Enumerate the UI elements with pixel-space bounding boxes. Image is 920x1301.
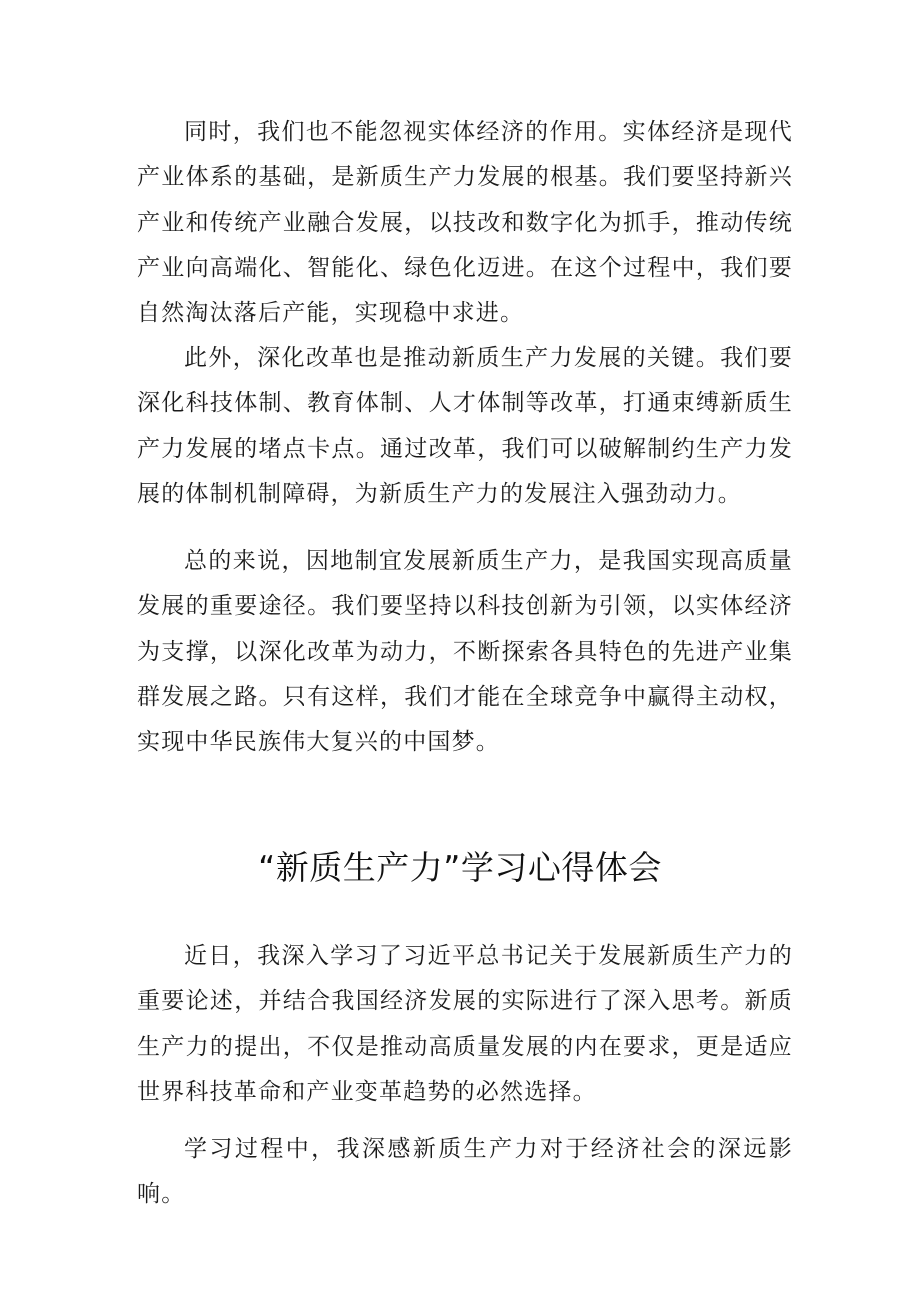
paragraph-deepen-reform: 此外，深化改革也是推动新质生产力发展的关键。我们要深化科技体制、教育体制、人才体制等改革，打通束缚新质生产力发展的堵点卡点。通过改革，我们可以破解制约生产力发展的体制机制障碍，为新质生产力的发展注入强劲动力。: [137, 345, 793, 507]
section-title: “新质生产力”学习心得体会: [258, 848, 662, 887]
paragraph-conclusion: 总的来说，因地制宜发展新质生产力，是我国实现高质量发展的重要途径。我们要坚持以科技创新为引领，以实体经济为支撑，以深化改革为动力，不断探索各具特色的先进产业集群发展之路。只有这样，我们才能在全球竞争中赢得主动权，实现中华民族伟大复兴的中国梦。: [137, 548, 793, 756]
paragraph-real-economy: 同时，我们也不能忽视实体经济的作用。实体经济是现代产业体系的基础，是新质生产力发展的根基。我们要坚持新兴产业和传统产业融合发展，以技改和数字化为抓手，推动传统产业向高端化、智能化、绿色化迈进。在这个过程中，我们要自然淘汰落后产能，实现稳中求进。: [137, 119, 793, 327]
paragraph-study-impact: 学习过程中，我深感新质生产力对于经济社会的深远影响。: [137, 1136, 793, 1208]
paragraph-intro: 近日，我深入学习了习近平总书记关于发展新质生产力的重要论述，并结合我国经济发展的实际进行了深入思考。新质生产力的提出，不仅是推动高质量发展的内在要求，更是适应世界科技革命和产业变革趋势的必然选择。: [137, 943, 793, 1105]
